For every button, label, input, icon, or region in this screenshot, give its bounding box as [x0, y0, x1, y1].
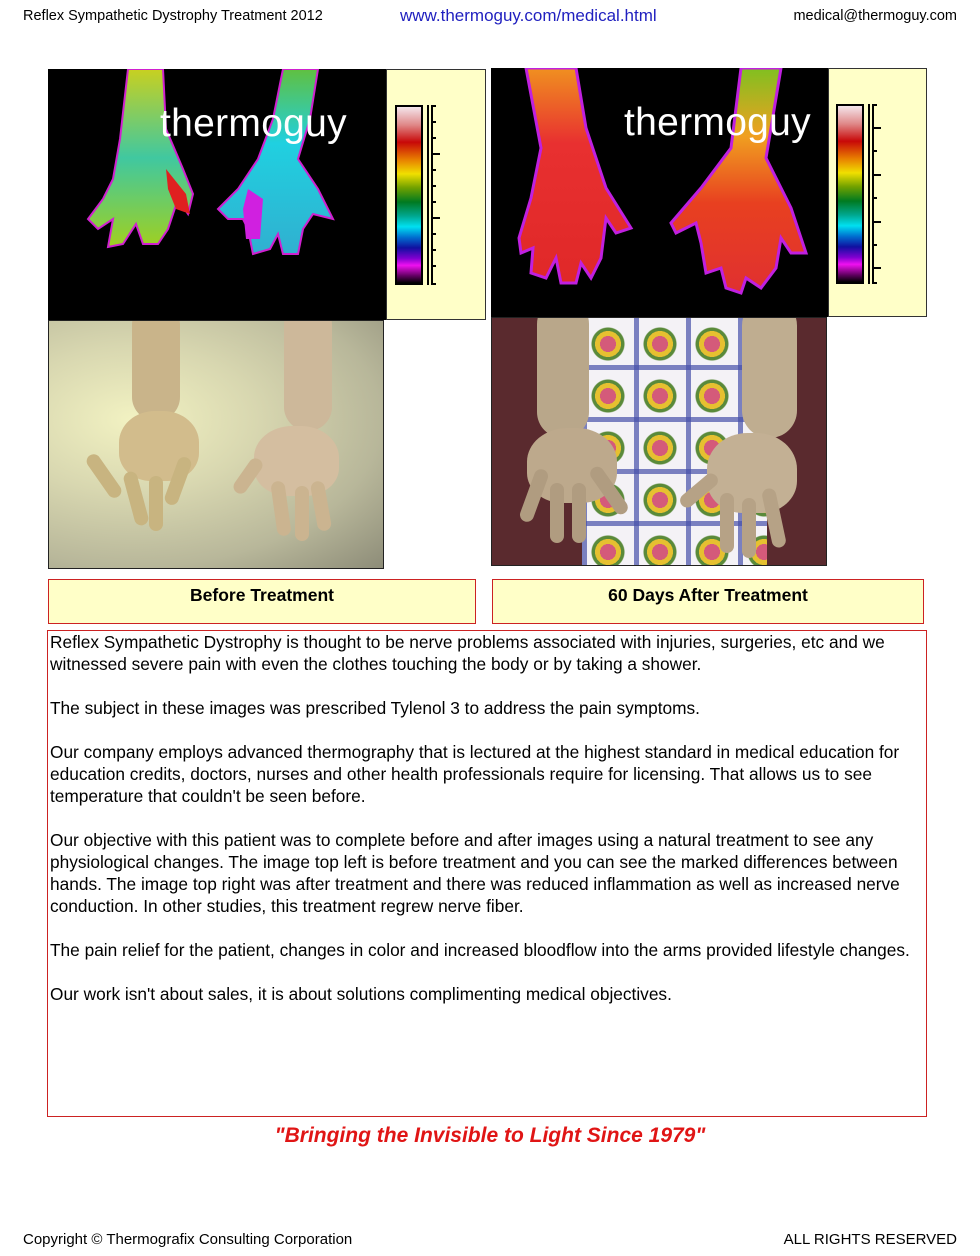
- colorbar-ticks: [868, 104, 882, 284]
- website-link[interactable]: www.thermoguy.com/medical.html: [400, 6, 657, 25]
- copyright-notice: Copyright © Thermografix Consulting Corporation: [23, 1231, 353, 1248]
- thermal-watermark: thermoguy: [624, 101, 811, 144]
- temperature-colorbar: [836, 104, 864, 284]
- rights-notice: ALL RIGHTS RESERVED: [783, 1231, 957, 1248]
- paragraph-mission: Our work isn't about sales, it is about solutions complimenting medical objectives.: [50, 984, 672, 1004]
- photo-after-treatment: [491, 317, 827, 566]
- email-link[interactable]: medical@thermoguy.com: [793, 8, 957, 24]
- paragraph-rsd-intro: Reflex Sympathetic Dystrophy is thought to be nerve problems associated with injuries, surgeries, etc and we witnessed severe pain with even the clothes touching the body or by taking a shower.: [50, 632, 885, 674]
- temperature-scale-panel-after: [828, 68, 927, 317]
- temperature-scale-panel-before: [386, 69, 486, 320]
- company-tagline: "Bringing the Invisible to Light Since 1979": [274, 1124, 706, 1147]
- paragraph-pain-relief: The pain relief for the patient, changes in color and increased bloodflow into the arms provided lifestyle changes.: [50, 940, 910, 960]
- thermal-image-after: [491, 68, 828, 317]
- caption-before-treatment: [48, 579, 476, 624]
- paragraph-thermography: Our company employs advanced thermography that is lectured at the highest standard in medical education for education credits, doctors, nurses and other health professionals require for licensing. That allows us to see temperature that couldn't be seen before.: [50, 742, 900, 806]
- colorbar-ticks: [427, 105, 441, 285]
- temperature-colorbar: [395, 105, 423, 285]
- caption-after-treatment: [492, 579, 924, 624]
- paragraph-objective: Our objective with this patient was to complete before and after images using a natural treatment to see any physiological changes. The image top left is before treatment and you can see the marked differences between hands. The image top right was after treatment and there was reduced inflammation as well as increased nerve conduction. In other studies, this treatment regrew nerve fiber.: [50, 830, 900, 916]
- page-header: [0, 6, 980, 28]
- caption-after-label: 60 Days After Treatment: [608, 585, 808, 605]
- document-title: Reflex Sympathetic Dystrophy Treatment 2012: [23, 8, 323, 24]
- caption-before-label: Before Treatment: [190, 585, 334, 605]
- description-box: [47, 630, 927, 1117]
- photo-before-treatment: [48, 320, 384, 569]
- paragraph-medication: The subject in these images was prescribed Tylenol 3 to address the pain symptoms.: [50, 698, 700, 718]
- thermal-watermark: thermoguy: [160, 102, 347, 145]
- thermal-image-before: [48, 69, 386, 320]
